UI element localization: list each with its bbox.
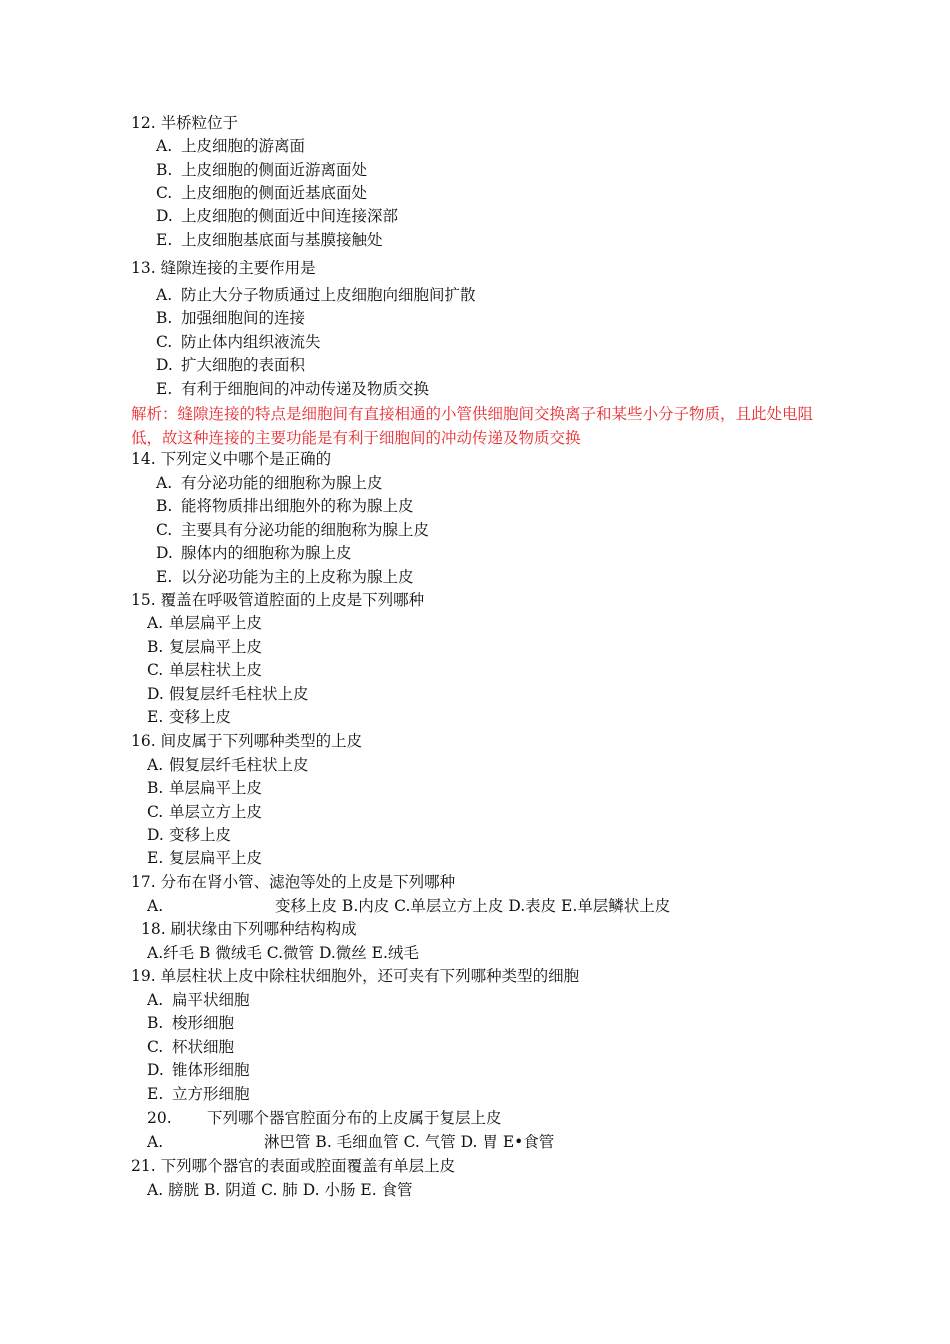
option-text: 立方形细胞 [172,1085,250,1103]
option [147,825,231,845]
option-key: C. [156,521,173,539]
option-key: B. [156,309,173,327]
option-key: E. [156,568,173,586]
option-key: D. [147,1061,164,1079]
option-key: D. [156,356,173,374]
option [156,183,367,203]
option-key: B. [147,779,164,797]
option-text: 防止大分子物质通过上皮细胞向细胞间扩散 [181,286,476,304]
option [147,1084,250,1104]
question-13-stem: 13. 缝隙连接的主要作用是 [131,259,316,277]
option-key: B. [156,497,173,515]
option [156,332,321,352]
option-key: C. [147,803,164,821]
option-key: A. [147,614,164,632]
option [147,990,250,1010]
option [156,355,305,375]
options-line: A.纤毛 B 微绒毛 C.微管 D.微丝 E.绒毛 [147,944,419,962]
option [147,613,262,633]
option-text: 加强细胞间的连接 [181,309,306,327]
question-21-stem: 21. 下列哪个器官的表面或腔面覆盖有单层上皮 [131,1157,456,1175]
option [156,206,398,226]
option [156,473,383,493]
option [147,802,262,822]
explanation-text: 解析：缝隙连接的特点是细胞间有直接相通的小管供细胞间交换离子和某些小分子物质，且此处电阻低，故这种连接的主要功能是有利于细胞间的冲动传递及物质交换 [131,405,814,447]
option-key: B. [147,638,164,656]
option [147,848,262,868]
option-key: B. [156,161,173,179]
option-text: 上皮细胞的侧面近中间连接深部 [181,207,399,225]
question-16-stem: 16. 间皮属于下列哪种类型的上皮 [131,732,363,750]
option [156,379,429,399]
option-text: 梭形细胞 [172,1014,235,1032]
options-line: 淋巴管 B. 毛细血管 C. 气管 D. 胃 E•食管 [264,1133,555,1151]
question-12-stem: 12. 半桥粒位于 [131,114,239,132]
option [147,778,262,798]
option [147,1037,234,1057]
option-key: C. [147,661,164,679]
option [156,496,414,516]
option-key: A. [147,991,164,1009]
option [147,637,262,657]
option-text: 锥体形细胞 [172,1061,250,1079]
option-text: 腺体内的细胞称为腺上皮 [181,544,352,562]
option-text: 上皮细胞的侧面近游离面处 [181,161,368,179]
option-text: 假复层纤毛柱状上皮 [169,756,309,774]
option [147,707,231,727]
option-key: A. [147,756,164,774]
question-18-stem: 18. 刷状缘由下列哪种结构构成 [141,920,357,938]
option-key: D. [156,207,173,225]
option-text: 扁平状细胞 [172,991,250,1009]
option-text: 假复层纤毛柱状上皮 [169,685,309,703]
option-text: 杯状细胞 [172,1038,235,1056]
option-text: 单层柱状上皮 [169,661,263,679]
option-key: C. [147,1038,164,1056]
option-text: 主要具有分泌功能的细胞称为腺上皮 [181,521,430,539]
option [156,543,352,563]
option-key: A. [156,474,173,492]
option-key: E. [156,380,173,398]
options-line: 变移上皮 B.内皮 C.单层立方上皮 D.表皮 E.单层鳞状上皮 [275,897,671,915]
option-key: C. [156,333,173,351]
option [156,308,305,328]
option [156,136,305,156]
option-text: 上皮细胞的游离面 [181,137,306,155]
option [147,1013,234,1033]
option-text: 单层扁平上皮 [169,614,263,632]
option-key: A. [156,137,173,155]
option-key: A. [147,1133,164,1151]
option [147,1060,250,1080]
option-key: B. [147,1014,164,1032]
question-15-stem: 15. 覆盖在呼吸管道腔面的上皮是下列哪种 [131,591,425,609]
option-key: E. [147,1085,164,1103]
option-key: E. [147,849,164,867]
option-text: 变移上皮 [169,826,232,844]
option-text: 上皮细胞的侧面近基底面处 [181,184,368,202]
options-line: A. 膀胱 B. 阴道 C. 肺 D. 小肠 E. 食管 [147,1181,413,1199]
option-text: 复层扁平上皮 [169,638,263,656]
option-text: 上皮细胞基底面与基膜接触处 [181,231,383,249]
option [156,230,383,250]
option-key: D. [147,826,164,844]
question-17-stem: 17. 分布在肾小管、滤泡等处的上皮是下列哪种 [131,873,456,891]
option-text: 复层扁平上皮 [169,849,263,867]
question-19-stem: 19. 单层柱状上皮中除柱状细胞外，还可夹有下列哪种类型的细胞 [131,967,580,985]
option [147,684,309,704]
option-text: 单层扁平上皮 [169,779,263,797]
option-text: 以分泌功能为主的上皮称为腺上皮 [181,568,414,586]
option-text: 变移上皮 [169,708,232,726]
option [156,567,414,587]
option-key: A. [156,286,173,304]
option-key: A. [147,897,164,915]
option-key: E. [147,708,164,726]
option-text: 有利于细胞间的冲动传递及物质交换 [181,380,430,398]
option-key: C. [156,184,173,202]
option-key: D. [147,685,164,703]
option [156,285,476,305]
question-20-number: 20. [147,1109,172,1127]
question-20-stem: 下列哪个器官腔面分布的上皮属于复层上皮 [207,1109,502,1127]
option [147,755,309,775]
option-text: 扩大细胞的表面积 [181,356,306,374]
option-text: 单层立方上皮 [169,803,263,821]
option-text: 防止体内组织液流失 [181,333,321,351]
option [156,160,367,180]
option [156,520,429,540]
option-text: 能将物质排出细胞外的称为腺上皮 [181,497,414,515]
question-14-stem: 14. 下列定义中哪个是正确的 [131,450,332,468]
option-text: 有分泌功能的细胞称为腺上皮 [181,474,383,492]
option [147,660,262,680]
option-key: D. [156,544,173,562]
option-key: E. [156,231,173,249]
